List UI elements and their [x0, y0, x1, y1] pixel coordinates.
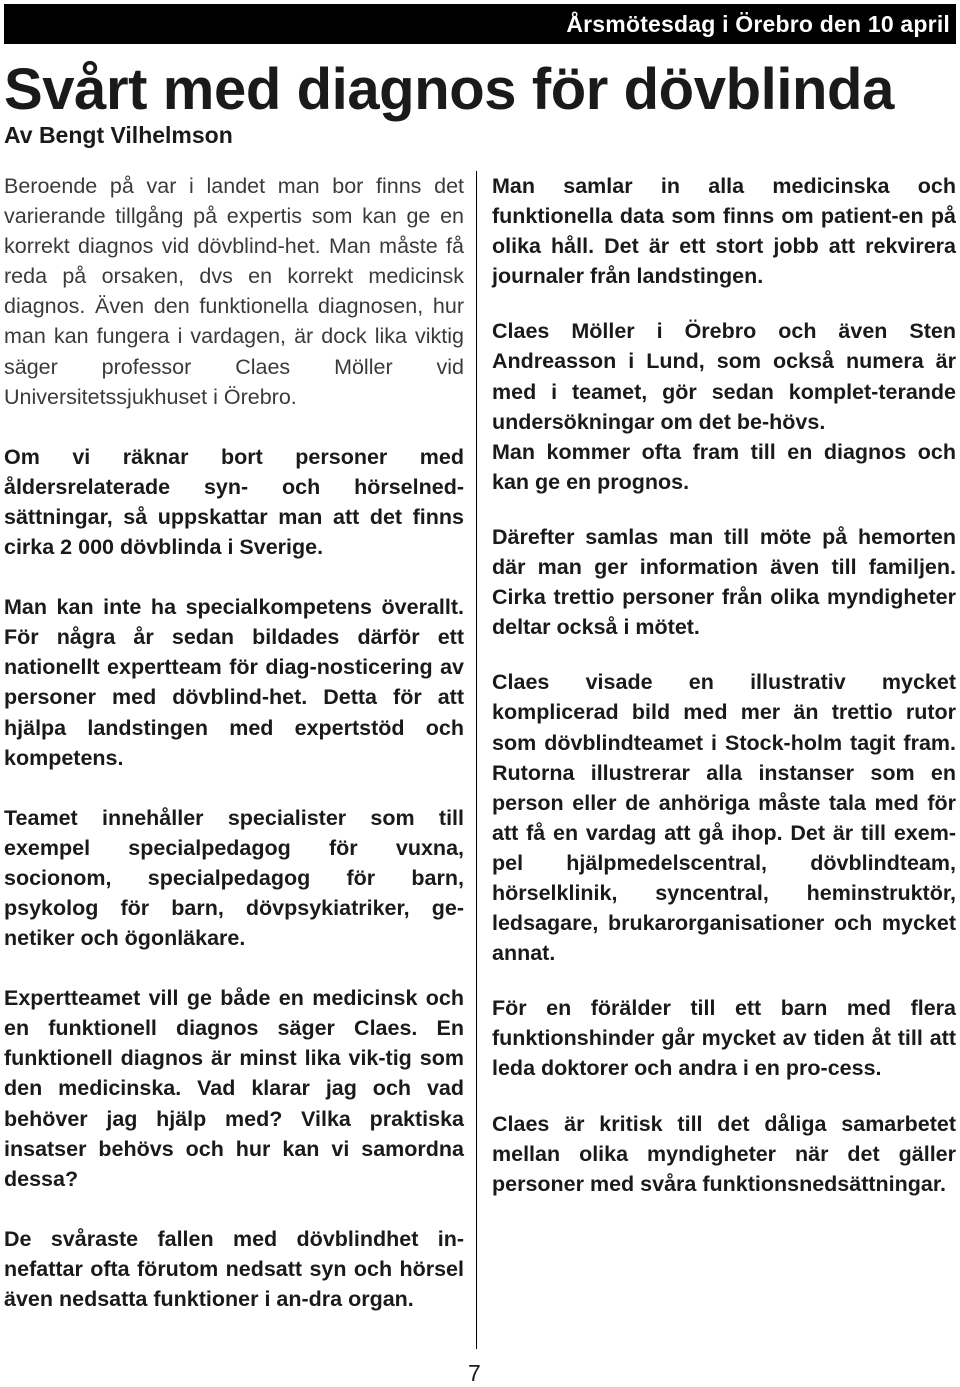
paragraph: Man kan inte ha specialkompetens överallt. För några år sedan bildades därför ett nationellt expertteam för diag-nosticering av personer med dövblind-het. Detta för att hjälpa landstingen med expertstöd och kompetens. [4, 595, 464, 770]
article-title: Svårt med diagnos för dövblinda [4, 57, 894, 122]
paragraph: Claes Möller i Örebro och även Sten Andreasson i Lund, som också numera är med i teamet, gör sedan komplet-terande undersökningar om det be-hövs. [492, 319, 956, 434]
paragraph: För en förälder till ett barn med flera funktionshinder går mycket av tiden åt till att leda doktorer och andra i en pro-cess. [492, 996, 956, 1081]
paragraph: De svåraste fallen med dövblindhet in-nefattar ofta förutom nedsatt syn och hörsel även nedsatta funktioner i an-dra organ. [4, 1226, 464, 1311]
paragraph: Claes är kritisk till det dåliga samarbetet mellan olika myndigheter när det gäller personer med svåra funktionsnedsättningar. [492, 1111, 956, 1196]
column-divider [476, 171, 477, 1349]
right-column [492, 171, 956, 1199]
paragraph: Claes visade en illustrativ mycket komplicerad bild med mer än trettio rutor som dövblindteamet i Stock-holm tagit fram. Rutorna illustrerar alla instanser som en person eller de anhöriga måste tala med för att få en vardag att gå ihop. Det är till exem-pel hjälpmedelscentral, dövblindteam, hörselklinik, syncentral, heminstruktör, ledsagare, brukarorganisationer och mycket annat. [492, 670, 956, 966]
event-label: Årsmötesdag i Örebro den 10 april [566, 11, 950, 37]
paragraph: Om vi räknar bort personer med åldersrelaterade syn- och hörselned-sättningar, så uppskattar man att det finns cirka 2 000 dövblinda i Sverige. [4, 444, 464, 560]
paragraph: Man kommer ofta fram till en diagnos och kan ge en prognos. [492, 439, 956, 494]
header-bar [4, 4, 956, 44]
paragraph: Man samlar in alla medicinska och funktionella data som finns om patient-en på olika håll. Det är ett stort jobb att rekvirera journaler från landstingen. [492, 174, 956, 289]
paragraph: Expertteamet vill ge både en medicinsk och en funktionell diagnos säger Claes. En funktionell diagnos är minst lika vik-tig som den medicinska. Vad klarar jag och vad behöver jag hjälp med? Vilka praktiska insatser behövs och hur kan vi samordna dessa? [4, 986, 464, 1191]
paragraph: Beroende på var i landet man bor finns det varierande tillgång på expertis som kan ge en korrekt diagnos vid dövblind-het. Man måste få reda på orsaken, dvs en korrekt medicinsk diagnos. Även den funktionella diagnosen, hur man kan fungera i vardagen, är dock lika viktig säger professor Claes Möller vid Universitetssjukhuset i Örebro. [4, 174, 464, 409]
paragraph: Därefter samlas man till möte på hemorten där man ger information även till familjen. Cirka trettio personer från olika myndigheter deltar också i mötet. [492, 524, 956, 640]
byline: Av Bengt Vilhelmson [4, 122, 233, 148]
paragraph: Teamet innehåller specialister som till exempel specialpedagog för vuxna, socionom, specialpedagog för barn, psykolog för barn, dövpsykiatriker, ge-netiker och ögonläkare. [4, 805, 464, 951]
left-column [4, 171, 464, 1314]
page-number: 7 [468, 1360, 481, 1386]
